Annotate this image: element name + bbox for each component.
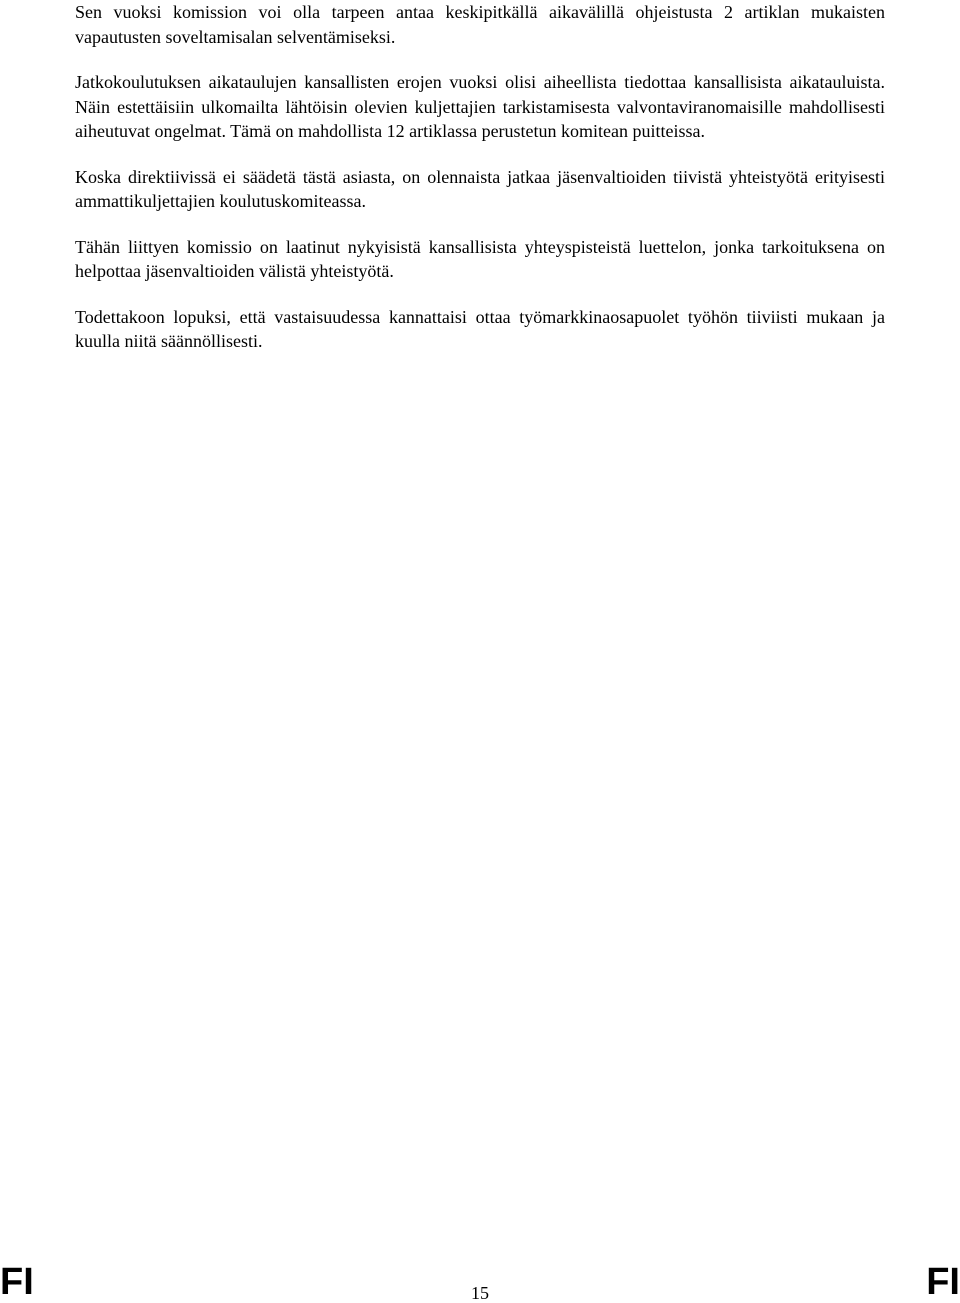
document-body: [75, 0, 885, 375]
page-number: 15: [471, 1283, 489, 1303]
paragraph-3: Koska direktiivissä ei säädetä tästä asiasta, on olennaista jatkaa jäsenvaltioiden tiivistä yhteistyötä erityisesti ammattikuljettajien koulutuskomiteassa.: [75, 166, 885, 211]
footer-language-left: FI: [0, 1261, 34, 1303]
paragraph-1: Sen vuoksi komission voi olla tarpeen antaa keskipitkällä aikavälillä ohjeistusta 2 artiklan mukaisten vapautusten soveltamisalan selventämiseksi.: [75, 2, 885, 47]
paragraph-4: Tähän liittyen komissio on laatinut nykyisistä kansallisista yhteyspisteistä luettelon, jonka tarkoituksena on helpottaa jäsenvaltioiden välistä yhteistyötä.: [75, 236, 885, 281]
footer-language-right: FI: [926, 1261, 960, 1303]
paragraph-5: Todettakoon lopuksi, että vastaisuudessa kannattaisi ottaa työmarkkinaosapuolet työhön tiiviisti mukaan ja kuulla niitä säännöllisesti.: [75, 306, 885, 351]
paragraph-2: Jatkokoulutuksen aikataulujen kansallisten erojen vuoksi olisi aiheellista tiedottaa kansallisista aikatauluista. Näin estettäisiin ulkomailta lähtöisin olevien kuljettajien tarkistamisesta valvontaviranomaisille mahdollisesti aiheutuvat ongelmat. Tämä on mahdollista 12 artiklassa perustetun komitean puitteissa.: [75, 72, 885, 141]
